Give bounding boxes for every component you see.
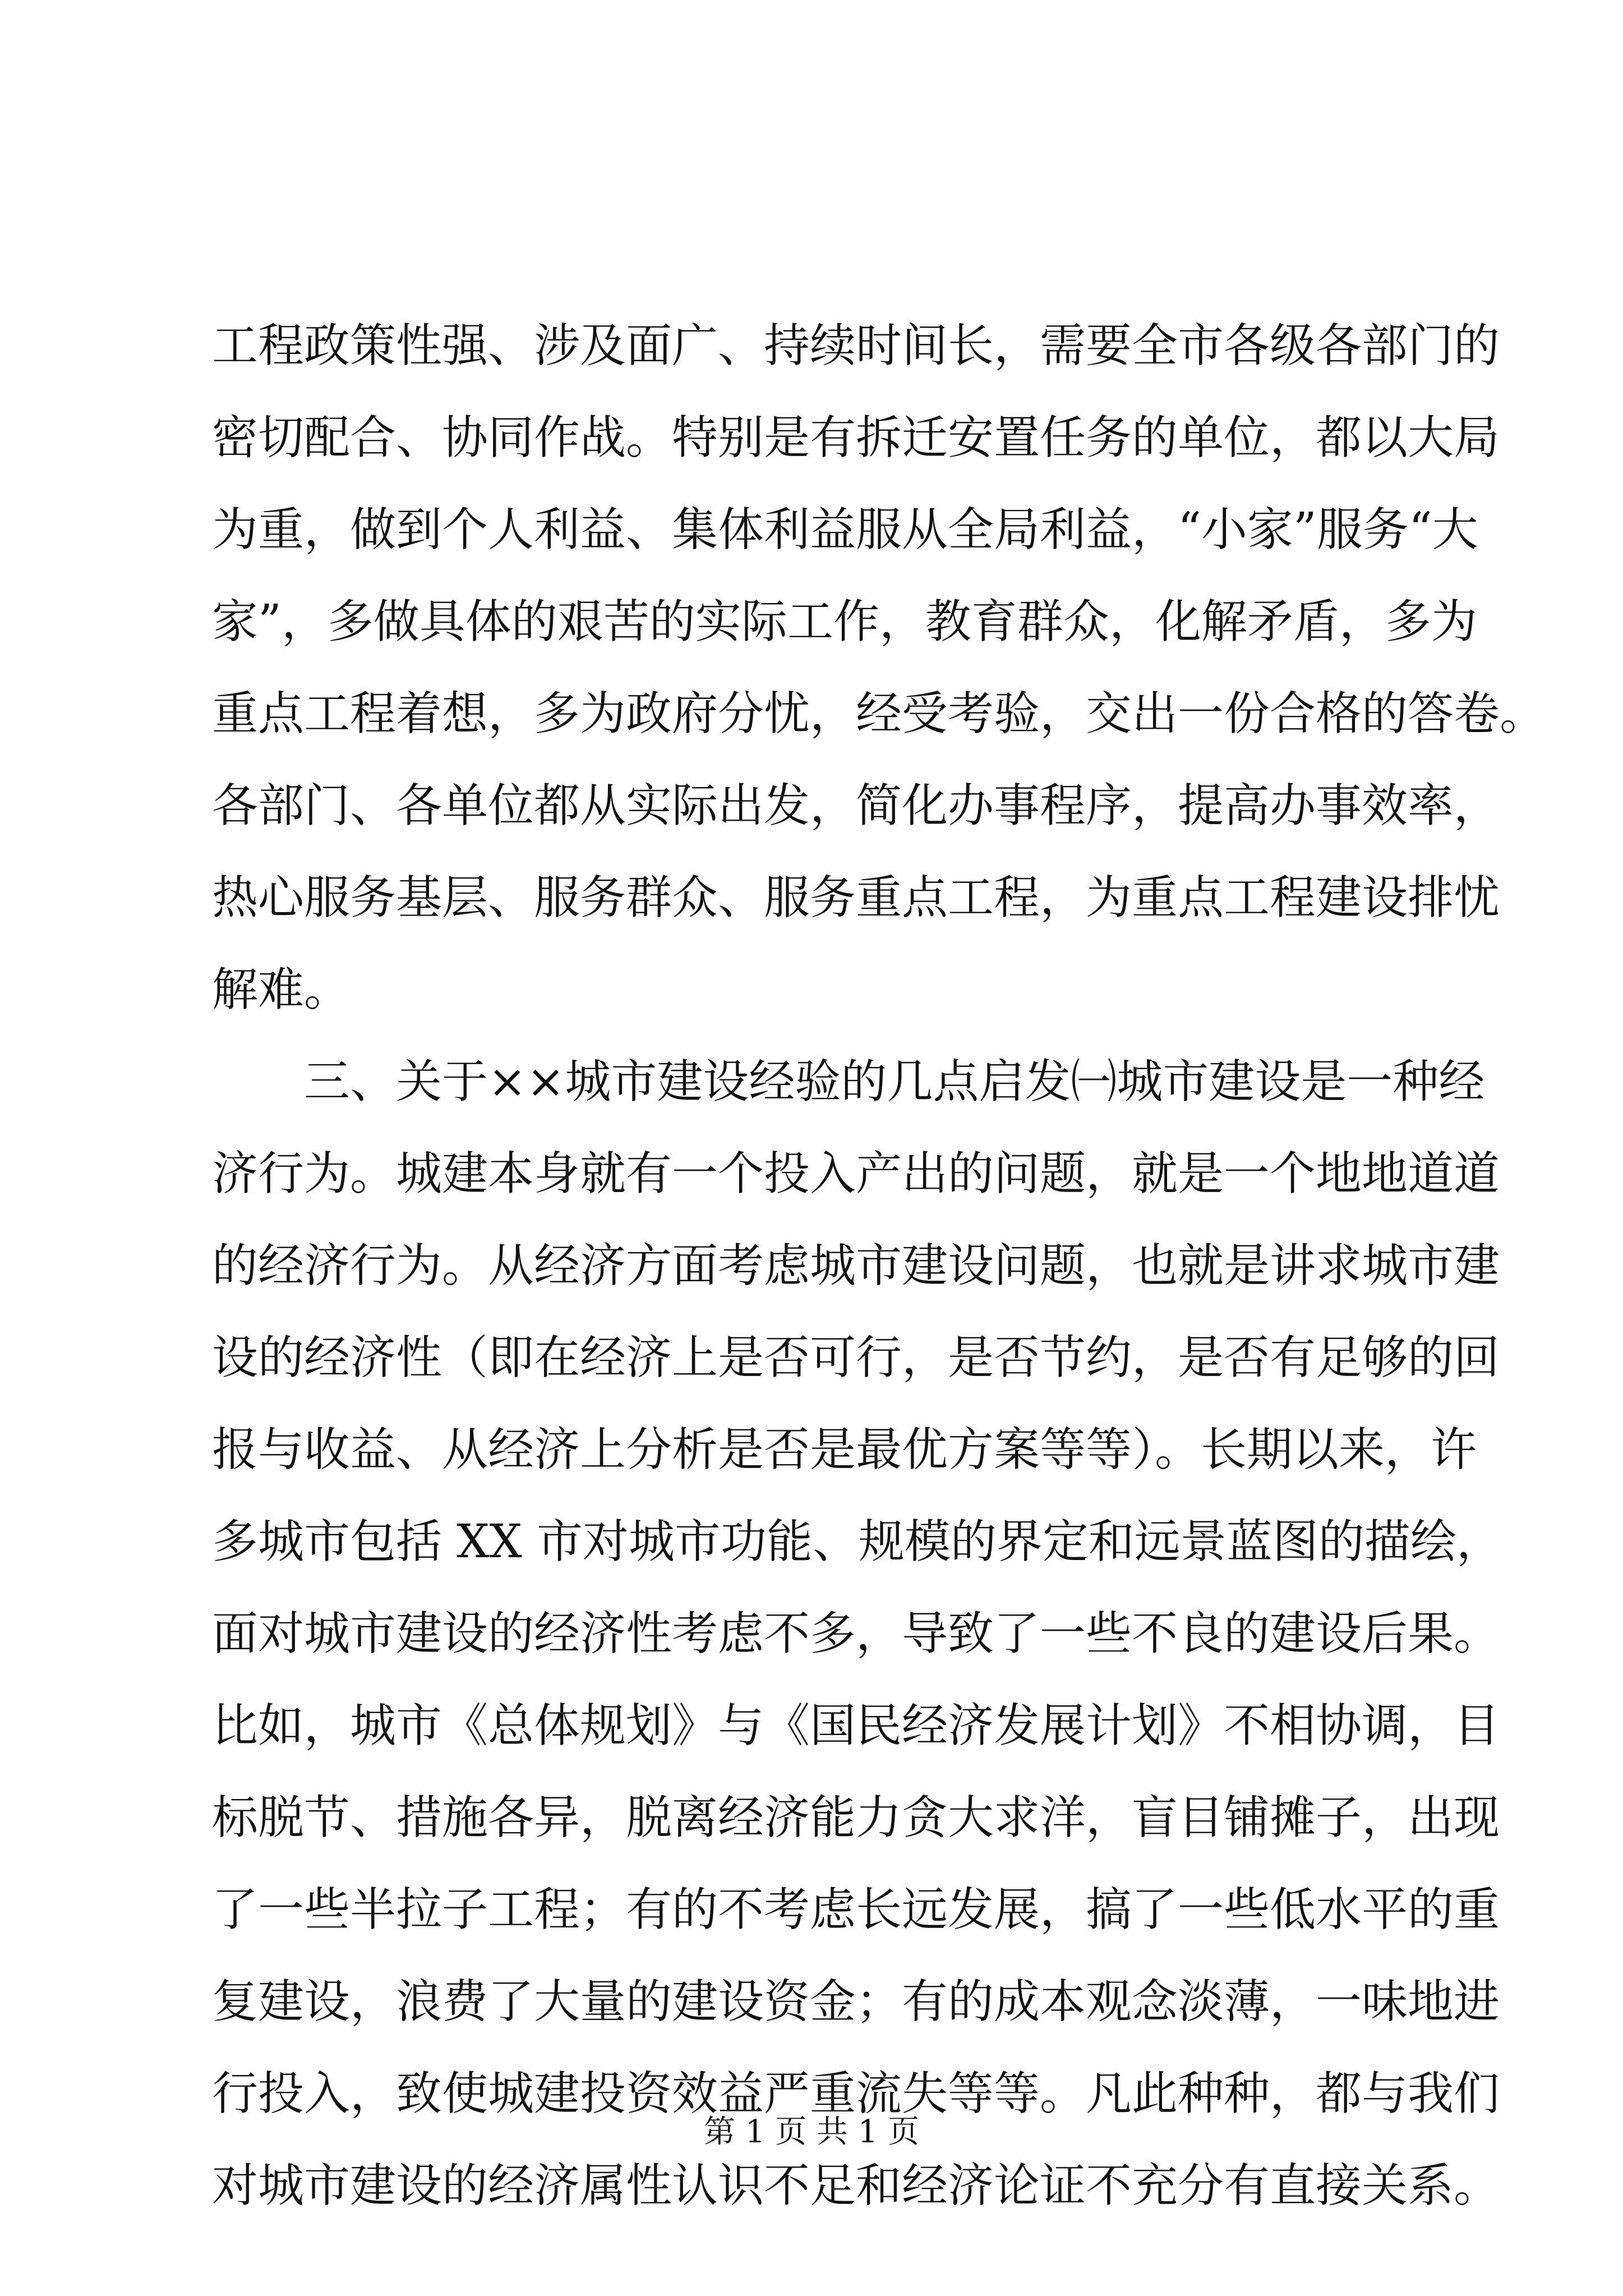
paragraph-2 [212,1036,1502,2232]
text-line: 三、关于××城市建设经验的几点启发㈠城市建设是一种经 [304,1055,1485,1108]
text-line: 对城市建设的经济属性认识不足和经济论证不充分有直接关系。 [212,2159,1500,2212]
text-line: 为重，做到个人利益、集体利益服从全局利益，“小家”服务“大 [212,503,1478,556]
text-line: 重点工程着想，多为政府分忧，经受考验，交出一份合格的答卷。 [212,687,1546,740]
text-line: 密切配合、协同作战。特别是有拆迁安置任务的单位，都以大局 [212,411,1500,464]
text-line: 各部门、各单位都从实际出发，简化办事程序，提高办事效率， [212,779,1500,832]
text-line: 行投入，致使城建投资效益严重流失等等。凡此种种，都与我们 [212,2067,1500,2120]
text-line: 比如，城市《总体规划》与《国民经济发展计划》不相协调，目 [212,1699,1500,1752]
text-line: 复建设，浪费了大量的建设资金；有的成本观念淡薄，一味地进 [212,1975,1500,2028]
text-line: 家”，多做具体的艰苦的实际工作，教育群众，化解矛盾，多为 [212,595,1477,648]
text-line: 济行为。城建本身就有一个投入产出的问题，就是一个地地道道 [212,1147,1500,1200]
text-line: 了一些半拉子工程；有的不考虑长远发展，搞了一些低水平的重 [212,1883,1500,1936]
text-line: 多城市包括 XX 市对城市功能、规模的界定和远景蓝图的描绘， [212,1515,1502,1568]
text-line: 解难。 [212,963,351,1016]
text-line: 标脱节、措施各异，脱离经济能力贪大求洋，盲目铺摊子，出现 [212,1791,1500,1844]
document-body [212,300,1546,2232]
text-line: 报与收益、从经济上分析是否是最优方案等等）。长期以来，许 [212,1423,1477,1476]
text-line: 热心服务基层、服务群众、服务重点工程，为重点工程建设排忧 [212,871,1500,924]
text-line: 的经济行为。从经济方面考虑城市建设问题，也就是讲求城市建 [212,1239,1500,1292]
text-line: 工程政策性强、涉及面广、持续时间长，需要全市各级各部门的 [212,319,1500,372]
text-line: 面对城市建设的经济性考虑不多，导致了一些不良的建设后果。 [212,1607,1500,1660]
page-number-label: 第 1 页 共 1 页 [703,2114,920,2150]
page-footer [0,2112,1623,2152]
paragraph-1 [212,300,1546,1036]
text-line: 设的经济性（即在经济上是否可行，是否节约，是否有足够的回 [212,1331,1500,1384]
